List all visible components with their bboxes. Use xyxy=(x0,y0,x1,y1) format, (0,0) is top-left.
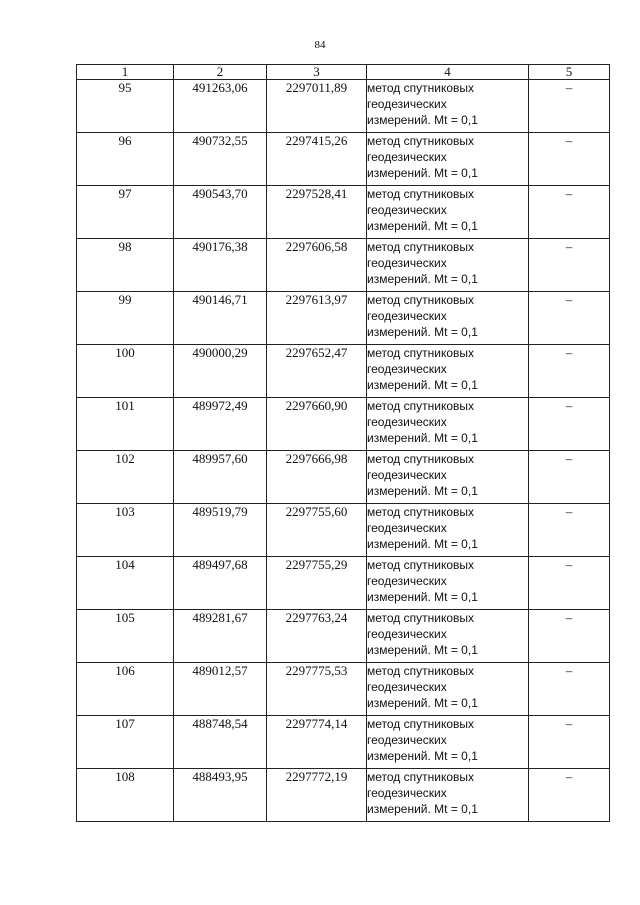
method-line: метод спутниковых xyxy=(367,187,475,201)
note-cell: – xyxy=(529,239,610,292)
table-row xyxy=(77,292,610,345)
method-line: измерений. Mt = 0,1 xyxy=(367,749,478,763)
note-cell: – xyxy=(529,292,610,345)
method-line: метод спутниковых xyxy=(367,240,475,254)
point-number-cell: 102 xyxy=(77,451,174,504)
x-coordinate-cell: 491263,06 xyxy=(174,80,267,133)
column-header-1: 1 xyxy=(77,65,174,80)
y-coordinate-cell: 2297666,98 xyxy=(267,451,367,504)
x-coordinate-cell: 489281,67 xyxy=(174,610,267,663)
method-line: измерений. Mt = 0,1 xyxy=(367,325,478,339)
method-line: геодезических xyxy=(367,680,447,694)
note-cell: – xyxy=(529,504,610,557)
method-cell xyxy=(367,398,529,451)
method-cell xyxy=(367,451,529,504)
table-row xyxy=(77,239,610,292)
note-cell: – xyxy=(529,663,610,716)
method-line: метод спутниковых xyxy=(367,558,475,572)
y-coordinate-cell: 2297775,53 xyxy=(267,663,367,716)
point-number-cell: 106 xyxy=(77,663,174,716)
table-row xyxy=(77,504,610,557)
y-coordinate-cell: 2297606,58 xyxy=(267,239,367,292)
table-row xyxy=(77,557,610,610)
method-line: метод спутниковых xyxy=(367,293,475,307)
method-line: измерений. Mt = 0,1 xyxy=(367,113,478,127)
table-row xyxy=(77,186,610,239)
method-line: измерений. Mt = 0,1 xyxy=(367,643,478,657)
table-header-row xyxy=(77,65,610,80)
note-cell: – xyxy=(529,716,610,769)
method-line: геодезических xyxy=(367,415,447,429)
x-coordinate-cell: 489972,49 xyxy=(174,398,267,451)
x-coordinate-cell: 490000,29 xyxy=(174,345,267,398)
x-coordinate-cell: 490146,71 xyxy=(174,292,267,345)
method-cell xyxy=(367,186,529,239)
method-line: измерений. Mt = 0,1 xyxy=(367,431,478,445)
method-line: измерений. Mt = 0,1 xyxy=(367,537,478,551)
method-cell xyxy=(367,345,529,398)
y-coordinate-cell: 2297613,97 xyxy=(267,292,367,345)
table-row xyxy=(77,451,610,504)
method-line: геодезических xyxy=(367,627,447,641)
method-line: метод спутниковых xyxy=(367,81,475,95)
method-line: геодезических xyxy=(367,362,447,376)
method-line: метод спутниковых xyxy=(367,399,475,413)
x-coordinate-cell: 488748,54 xyxy=(174,716,267,769)
method-line: измерений. Mt = 0,1 xyxy=(367,219,478,233)
note-cell: – xyxy=(529,451,610,504)
y-coordinate-cell: 2297011,89 xyxy=(267,80,367,133)
method-line: геодезических xyxy=(367,468,447,482)
note-cell: – xyxy=(529,610,610,663)
coordinates-table xyxy=(76,64,610,822)
point-number-cell: 108 xyxy=(77,769,174,822)
method-line: геодезических xyxy=(367,786,447,800)
method-line: геодезических xyxy=(367,733,447,747)
method-cell xyxy=(367,769,529,822)
method-cell xyxy=(367,557,529,610)
method-line: геодезических xyxy=(367,309,447,323)
method-cell xyxy=(367,239,529,292)
method-line: измерений. Mt = 0,1 xyxy=(367,378,478,392)
method-line: геодезических xyxy=(367,97,447,111)
method-line: метод спутниковых xyxy=(367,664,475,678)
column-header-5: 5 xyxy=(529,65,610,80)
page-number: 84 xyxy=(314,39,326,51)
method-cell xyxy=(367,716,529,769)
y-coordinate-cell: 2297652,47 xyxy=(267,345,367,398)
column-header-2: 2 xyxy=(174,65,267,80)
y-coordinate-cell: 2297755,29 xyxy=(267,557,367,610)
note-cell: – xyxy=(529,133,610,186)
method-line: метод спутниковых xyxy=(367,346,475,360)
method-line: геодезических xyxy=(367,256,447,270)
note-cell: – xyxy=(529,769,610,822)
method-line: измерений. Mt = 0,1 xyxy=(367,484,478,498)
point-number-cell: 101 xyxy=(77,398,174,451)
x-coordinate-cell: 489519,79 xyxy=(174,504,267,557)
method-line: измерений. Mt = 0,1 xyxy=(367,166,478,180)
table-row xyxy=(77,398,610,451)
point-number-cell: 98 xyxy=(77,239,174,292)
point-number-cell: 107 xyxy=(77,716,174,769)
y-coordinate-cell: 2297528,41 xyxy=(267,186,367,239)
x-coordinate-cell: 490732,55 xyxy=(174,133,267,186)
method-cell xyxy=(367,133,529,186)
y-coordinate-cell: 2297774,14 xyxy=(267,716,367,769)
point-number-cell: 105 xyxy=(77,610,174,663)
method-line: измерений. Mt = 0,1 xyxy=(367,272,478,286)
y-coordinate-cell: 2297660,90 xyxy=(267,398,367,451)
point-number-cell: 104 xyxy=(77,557,174,610)
point-number-cell: 103 xyxy=(77,504,174,557)
table-row xyxy=(77,663,610,716)
method-cell xyxy=(367,663,529,716)
table-row xyxy=(77,716,610,769)
column-header-4: 4 xyxy=(367,65,529,80)
method-line: геодезических xyxy=(367,574,447,588)
column-header-3: 3 xyxy=(267,65,367,80)
point-number-cell: 100 xyxy=(77,345,174,398)
method-line: метод спутниковых xyxy=(367,452,475,466)
y-coordinate-cell: 2297755,60 xyxy=(267,504,367,557)
table-body xyxy=(77,80,610,822)
method-line: измерений. Mt = 0,1 xyxy=(367,696,478,710)
table-row xyxy=(77,345,610,398)
point-number-cell: 96 xyxy=(77,133,174,186)
method-cell xyxy=(367,610,529,663)
note-cell: – xyxy=(529,186,610,239)
method-line: измерений. Mt = 0,1 xyxy=(367,802,478,816)
x-coordinate-cell: 489012,57 xyxy=(174,663,267,716)
method-cell xyxy=(367,80,529,133)
method-line: метод спутниковых xyxy=(367,611,475,625)
method-line: метод спутниковых xyxy=(367,717,475,731)
x-coordinate-cell: 490176,38 xyxy=(174,239,267,292)
point-number-cell: 99 xyxy=(77,292,174,345)
point-number-cell: 97 xyxy=(77,186,174,239)
note-cell: – xyxy=(529,345,610,398)
table-row xyxy=(77,80,610,133)
table-row xyxy=(77,610,610,663)
method-line: геодезических xyxy=(367,150,447,164)
x-coordinate-cell: 490543,70 xyxy=(174,186,267,239)
table-row xyxy=(77,133,610,186)
method-line: метод спутниковых xyxy=(367,505,475,519)
x-coordinate-cell: 488493,95 xyxy=(174,769,267,822)
note-cell: – xyxy=(529,557,610,610)
method-cell xyxy=(367,292,529,345)
method-line: измерений. Mt = 0,1 xyxy=(367,590,478,604)
method-cell xyxy=(367,504,529,557)
method-line: метод спутниковых xyxy=(367,134,475,148)
y-coordinate-cell: 2297772,19 xyxy=(267,769,367,822)
y-coordinate-cell: 2297415,26 xyxy=(267,133,367,186)
method-line: геодезических xyxy=(367,521,447,535)
y-coordinate-cell: 2297763,24 xyxy=(267,610,367,663)
x-coordinate-cell: 489497,68 xyxy=(174,557,267,610)
x-coordinate-cell: 489957,60 xyxy=(174,451,267,504)
method-line: метод спутниковых xyxy=(367,770,475,784)
point-number-cell: 95 xyxy=(77,80,174,133)
method-line: геодезических xyxy=(367,203,447,217)
note-cell: – xyxy=(529,80,610,133)
table-row xyxy=(77,769,610,822)
note-cell: – xyxy=(529,398,610,451)
